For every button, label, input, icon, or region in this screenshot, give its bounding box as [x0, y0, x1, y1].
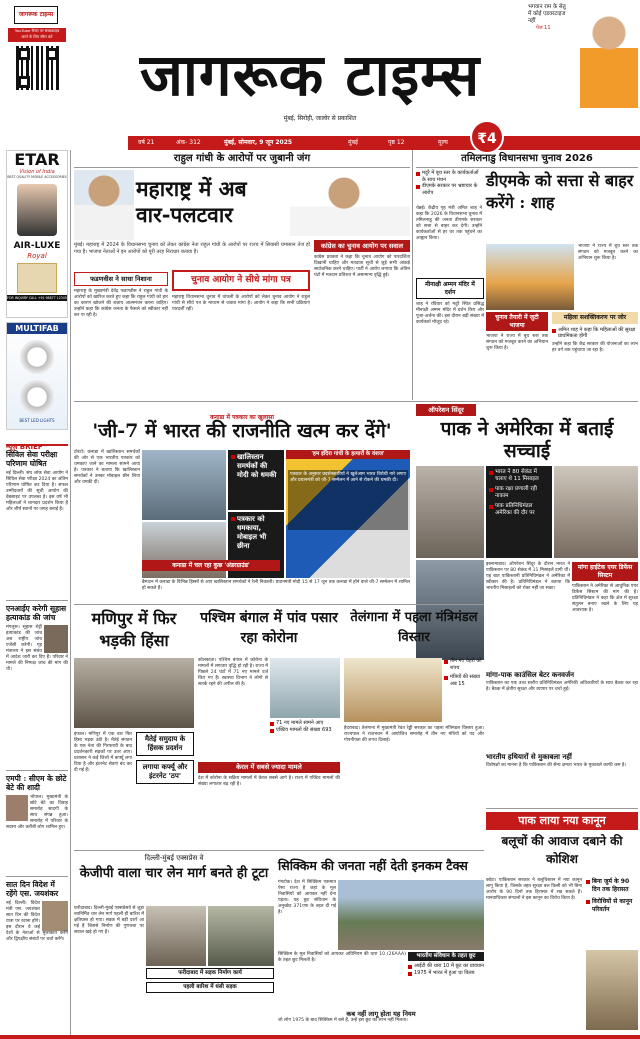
etar-ad[interactable]: ETAR Vision of India BEST QUALITY MOBILE ACCESSORIES AIR-LUXE Royal FOR INQUIRY CALL +91 98877 12345 [6, 150, 68, 318]
sikkim-headline: सिक्किम की जनता नहीं देती इनकम टैक्स [278, 858, 468, 873]
congress-box: कांग्रेस का चुनाव आयोग पर सवाल कांग्रेस प्रवक्ता ने कहा कि चुनाव आयोग को पारदर्शिता दिखानी चाहिए और मतदाता सूची से जुड़े सभी आंकड़े सार्वजनिक करने चाहिए। पार्टी ने आरोप लगाया कि अंतिम घंटों में मतदान प्रतिशत में असामान्य वृद्धि हुई। [314, 242, 410, 278]
tn-kicker: तमिलनाडु विधानसभा चुनाव 2026 [461, 153, 593, 164]
pages: पृष्ठ 12 [388, 139, 405, 146]
road-kicker: दिल्ली-मुंबई एक्सप्रेस वे [144, 854, 204, 862]
g7-strap-2: कनाडा में चल रहा कुछ 'अंडरग्राउंड' [142, 560, 280, 572]
g7-body: टोरंटो। कनाडा में खालिस्तान समर्थकों की ओर से एक भारतीय पत्रकार को धमकाए जाने का मामला सामने आया है। पत्रकार ने बताया कि खालिस्तान समर्थकों ने उनका मोबाइल छीन लिया और धमकी दी। [74, 450, 140, 485]
small-logo: जागरूक टाइम्स [14, 6, 58, 24]
brief-4: सात दिन विदेश में रहेंगे एस. जयशंकर नई दिल्ली। विदेश मंत्री एस. जयशंकर सात दिन की विदेश यात्रा पर रवाना होंगे। इस दौरान वे कई देशों के नेताओं से मुलाकात करेंगे और द्विपक्षीय संबंधों पर चर्चा करेंगे। [6, 880, 68, 942]
telangana-body: हैदराबाद। तेलंगाना में मुख्यमंत्री रेवंत रेड्डी सरकार का पहला मंत्रिमंडल विस्तार हुआ। राज्यपाल ने राजभवन में आयोजित समारोह में तीन नए मंत्रियों को पद और गोपनीयता की शपथ दिलाई। [344, 726, 484, 743]
brief-1: सिविल सेवा परीक्षा परिणाम घोषित नई दिल्ली। संघ लोक सेवा आयोग ने सिविल सेवा परीक्षा 2024 का अंतिम परिणाम घोषित कर दिया है। सफल उम्मीदवारों की सूची आयोग की वेबसाइट पर उपलब्ध है। इस वर्ष भी महिलाओं ने शानदार प्रदर्शन किया है और शीर्ष स्थानों पर जगह बनाई है। [6, 450, 68, 512]
manipur-labels: मैतेई समुदाय के हिंसक प्रदर्शन लगाया कर्फ्यू और इंटरनेट 'ठप' [136, 732, 194, 822]
shah-photo [486, 244, 574, 310]
fadnavis-section: फडणवीस ने साधा निशाना महाराष्ट्र के मुख्यमंत्री देवेंद्र फडणवीस ने राहुल गांधी के आरोपों को खारिज करते हुए कहा कि राहुल गांधी को हार का कारण खोजने की बजाय आत्ममंथन करना चाहिए। उन्होंने कहा कि कांग्रेस जनता के फैसले को स्वीकार नहीं कर पा रही है। [74, 272, 168, 400]
brief-3: एमपी : सीएम के छोटे बेटे की शादी भोपाल। मुख्यमंत्री के छोटे बेटे का विवाह समारोह सादगी के साथ संपन्न हुआ। समारोह में परिवार के सदस्य और करीबी लोग शामिल हुए। [6, 774, 68, 830]
corona-bullets: 71 नए मामले सामने आए एक्टिव मामलों की संख्या 693 [270, 720, 340, 760]
sindoor-label: ऑपरेशन सिंदूर [416, 404, 476, 416]
g7-photo-1 [142, 450, 226, 520]
youtube-strip: YouTube चैनल पर सब्सक्राइब करने के लिए स्कैन करें [8, 28, 66, 42]
kerala-section: केरल में सबसे ज्यादा मामले देश में कोरोना के सक्रिय मामलों में केरल सबसे आगे है। राज्य में एक्टिव मामलों की संख्या लगातार बढ़ रही है। [198, 763, 340, 787]
brief-2: एनआईए करेगी सूहास हत्याकांड की जांच मंगलुरू। सूहास शेट्टी हत्याकांड की जांच अब राष्ट्रीय जांच एजेंसी करेगी। गृह मंत्रालय ने इस संबंध में आदेश जारी कर दिए हैं। परिवार ने मामले की निष्पक्ष जांच की मांग की थी। [6, 604, 68, 672]
tagline: मुंबई, सिरोही, जालोर से प्रकाशित [283, 115, 357, 122]
sikkim-photo [338, 880, 484, 950]
year: वर्ष 21 [138, 139, 155, 146]
road-photo-1 [146, 906, 206, 966]
g7-headline: 'जी-7 में भारत की राजनीति खत्म कर देंगे' [92, 420, 392, 442]
masthead [0, 0, 640, 135]
g7-box-1: खालिस्तान समर्थकों की मोदी को धमकी [228, 450, 284, 510]
place-date: मुंबई, सोमवार, 9 जून 2025 [224, 139, 293, 146]
brief-2-photo [44, 625, 68, 653]
multifab-ad[interactable]: MULTIFAB BEST LED LIGHTS [6, 322, 68, 430]
sindoor-body: इस्लामाबाद। ऑपरेशन सिंदूर के दौरान भारत ने पाकिस्तान पर 80 सेकंड में 11 मिसाइलें दागी थीं। यह बात पाकिस्तानी प्रतिनिधिमंडल ने अमेरिका में स्वीकार की है। प्रतिनिधिमंडल ने बताया कि भारतीय मिसाइलों को रोका नहीं जा सका। [486, 562, 570, 591]
women-section: महिला सशक्तिकरण पर जोर अमित शाह ने कहा कि महिलाओं की सुरक्षा प्राथमिकता होगी उन्होंने कहा कि केंद्र सरकार की योजनाओं का लाभ हर वर्ग तक पहुंचाया जा रहा है। [552, 314, 638, 353]
corona-headline: पश्चिम बंगाल में पांव पसार रहा कोरोना [200, 610, 338, 646]
news-brief-label: न्यूज़ BRIEF [6, 434, 68, 446]
sikkim-body-2: सिक्किम के मूल निवासियों को आयकर अधिनियम की धारा 10 (26AAA) के तहत छूट मिलती है। [278, 952, 406, 963]
telangana-photo [344, 658, 442, 722]
tn-body-right: भाजपा ने राज्य में बूथ स्तर तक संगठन को मजबूत करने का अभियान शुरू किया है। [578, 244, 638, 261]
tn-bullets: मदुरै में बूथ स्तर के कार्यकर्ताओं के साथ मंथन डीएमके सरकार पर भ्रष्टाचार के आरोप [416, 170, 482, 204]
sikkim-why: भारतीय संविधान के तहत छूट आईटी की धारा 10 में छूट का प्रावधान 1975 में भारत में हुआ था विलय [408, 952, 484, 1008]
rahul-photo [290, 170, 410, 236]
lead-kicker: राहुल गांधी के आरोपों पर जुबानी जंग [173, 153, 311, 164]
balochistan-sub: बलूचों की आवाज दबाने की कोशिश [501, 834, 623, 866]
newspaper-title: जागरूक टाइम्स [139, 41, 481, 109]
g7-bottom-body: ब्रैम्पटन में कनाडा के विभिन्न हिस्सों से आए खालिस्तान समर्थकों ने रैली निकाली। प्रधानमंत्री मोदी 15 से 17 जून तक कनाडा में होने वाले जी-7 सम्मेलन में शामिल हो सकते हैं। [142, 580, 410, 591]
g7-strap: कनाडा में पत्रकार का खुलासा [74, 404, 410, 415]
fadnavis-photo [74, 170, 134, 240]
issue: अंक- 312 [176, 139, 201, 146]
quote-person-photo [580, 8, 638, 108]
arms-section: भारतीय हथियारों से मुकाबला नहीं विशेषज्ञों का मानना है कि पाकिस्तान की सैन्य क्षमता भारत के मुकाबले काफी कम है। [486, 752, 627, 768]
manipur-photo [74, 658, 194, 728]
balochistan-photo [586, 950, 638, 1030]
manipur-headline: मणिपुर में फिर भड़की हिंसा [91, 609, 177, 650]
sindoor-photo-1 [416, 466, 484, 558]
sikkim-body: गंगटोक। देश में सिक्किम एकमात्र ऐसा राज्य है जहां के मूल निवासियों को आयकर नहीं देना पड़ता। यह छूट संविधान के अनुच्छेद 371एफ के तहत दी गई है। [278, 880, 336, 915]
quote-box: भगवान राम के सेतु में कोई एडवरटाइज नहीं पेज 11 [528, 4, 566, 31]
brief-3-photo [6, 795, 28, 821]
price-badge: ₹4 [470, 120, 504, 154]
road-photo-2 [208, 906, 274, 966]
qr-code[interactable] [16, 46, 60, 90]
tn-headline: डीएमके को सत्ता से बाहर करेंगे : शाह [486, 171, 634, 212]
telangana-bullets: तीन नए चेहरों को शपथ मंत्रियों की संख्या अब 15 [444, 658, 484, 722]
sindoor-headline: पाक ने अमेरिका में बताई सच्चाई [440, 418, 614, 462]
pm-section: मांगा-पाक काउंसिल बेटर कनवर्जन पाकिस्तान का एक उच्च स्तरीय प्रतिनिधिमंडल अमेरिकी अधिकारियों के साथ बैठक कर रहा है। बैठक में क्षेत्रीय सुरक्षा और व्यापार पर चर्चा हुई। [486, 670, 638, 692]
balochistan-label: पाक लाया नया कानून [486, 812, 638, 830]
road-headline: केजीपी वाला चार लेन मार्ग बनते ही टूटा [79, 866, 269, 881]
temple-section: मीनाक्षी अम्मन मंदिर में दर्शन शाह ने रविवार को मदुरै स्थित प्रसिद्ध मीनाक्षी अम्मन मंदिर में दर्शन किए और पूजा-अर्चना की। इस दौरान बड़ी संख्या में कार्यकर्ता मौजूद रहे। [416, 278, 484, 398]
sindoor-bullets: भारत ने 80 सेकंड में चलाए थे 11 मिसाइल पाक रक्षा प्रणाली रही नाकाम पाक प्रतिनिधिमंडल अमेरिका की दौर पर [486, 466, 552, 558]
city: मुंबई [348, 139, 358, 146]
defence-section: मांगा हाईटेक एयर डिफेंस सिस्टम पाकिस्तान ने अमेरिका से आधुनिक एयर डिफेंस सिस्टम की मांग की है। प्रतिनिधिमंडल ने कहा कि क्षेत्र में सुरक्षा संतुलन बनाए रखने के लिए यह आवश्यक है। [572, 564, 638, 613]
corona-photo [270, 658, 340, 718]
price-label: मूल्य [438, 139, 448, 146]
tn-body: चेन्नई। केंद्रीय गृह मंत्री अमित शाह ने कहा कि 2026 के विधानसभा चुनाव में तमिलनाडु की जनता डीएमके सरकार को सत्ता से बाहर कर देगी। उन्होंने कार्यकर्ताओं से हर घर तक पहुंचने का आह्वान किया। [416, 206, 482, 241]
corona-body: कोलकाता। पश्चिम बंगाल में कोरोना के मामलों में लगातार वृद्धि हो रही है। राज्य में पिछले 24 घंटों में 71 नए मामले दर्ज किए गए हैं। स्वास्थ्य विभाग ने लोगों से सतर्क रहने की अपील की है। [198, 658, 268, 687]
road-boxes: फरीदाबाद में सड़क निर्माण कार्य पहली बारिश में धंसी सड़क [146, 968, 274, 1026]
sikkim-rule: कब नहीं लागू होता यह नियम जो लोग 1975 के बाद सिक्किम में बसे हैं, उन्हें इस छूट का लाभ नहीं मिलता। [278, 1010, 416, 1023]
lead-headline: महाराष्ट्र में अब वार-पलटवार [136, 176, 247, 227]
road-body: फरीदाबाद। दिल्ली-मुंबई एक्सप्रेसवे से जुड़ा नवनिर्मित चार लेन मार्ग पहली ही बारिश में क्षतिग्रस्त हो गया। सड़क में बड़ी दरारें आ गई हैं जिससे निर्माण की गुणवत्ता पर सवाल खड़े हो गए हैं। [74, 906, 144, 935]
g7-side-body: पत्रकार के अनुसार प्रदर्शनकारियों ने खुलेआम भारत विरोधी नारे लगाए और प्रधानमंत्री को जी-7 सम्मेलन में आने से रोकने की धमकी दी। [288, 470, 408, 530]
lead-body: मुंबई। महाराष्ट्र में 2024 के विधानसभा चुनाव को लेकर कांग्रेस नेता राहुल गांधी के आरोपों पर राज्य में सियासी घमासान तेज हो गया है। भाजपा नेताओं ने इन आरोपों को पूरी तरह निराधार बताया है। [74, 242, 310, 255]
telangana-headline: तेलंगाना में पहला मंत्रिमंडल विस्तार [350, 610, 478, 645]
bottom-border [0, 1035, 640, 1039]
ec-section: चुनाव आयोग ने सीधे मांगा पत्र महाराष्ट्र विधानसभा चुनाव में धांधली के आरोपों को लेकर चुनाव आयोग ने राहुल गांधी से सीधे पत्र के माध्यम से जवाब मांगा है। आयोग ने कहा कि सभी प्रक्रियाएं पारदर्शी रहीं। [172, 270, 310, 400]
balochistan-body: क्वेटा। पाकिस्तान सरकार ने बलूचिस्तान में नया कानून लागू किया है, जिसके तहत सुरक्षा बल किसी को भी बिना आरोप के 90 दिनों तक हिरासत में रख सकते हैं। मानवाधिकार संगठनों ने इस कानून का विरोध किया है। [486, 878, 582, 901]
sindoor-photo-2 [554, 466, 638, 558]
balochistan-bullets: बिना जुर्म के 90 दिन तक हिरासत विरोधियों से कानून परिवर्तन [586, 878, 638, 948]
prep-section: चुनाव तैयारी में जुटी भाजपा भाजपा ने राज्य में बूथ स्तर तक संगठन को मजबूत करने का अभियान शुरू किया है। [486, 314, 548, 351]
brief-4-photo [42, 901, 68, 931]
manipur-body: इंफाल। मणिपुर में एक बार फिर हिंसा भड़क उठी है। मैतेई संगठन के एक नेता की गिरफ्तारी के बाद प्रदर्शनकारी सड़कों पर उतर आए। प्रशासन ने कई जिलों में कर्फ्यू लगा दिया है और इंटरनेट सेवाएं बंद कर दी गई हैं। [74, 732, 132, 773]
g7-box-2: पत्रकार को धमकाया, मोबाइल भी छीना [228, 512, 284, 578]
g7-side: 'हम इंदिरा गांधी के हत्यारों के वंशज' [286, 450, 410, 466]
issue-strip [128, 136, 640, 150]
